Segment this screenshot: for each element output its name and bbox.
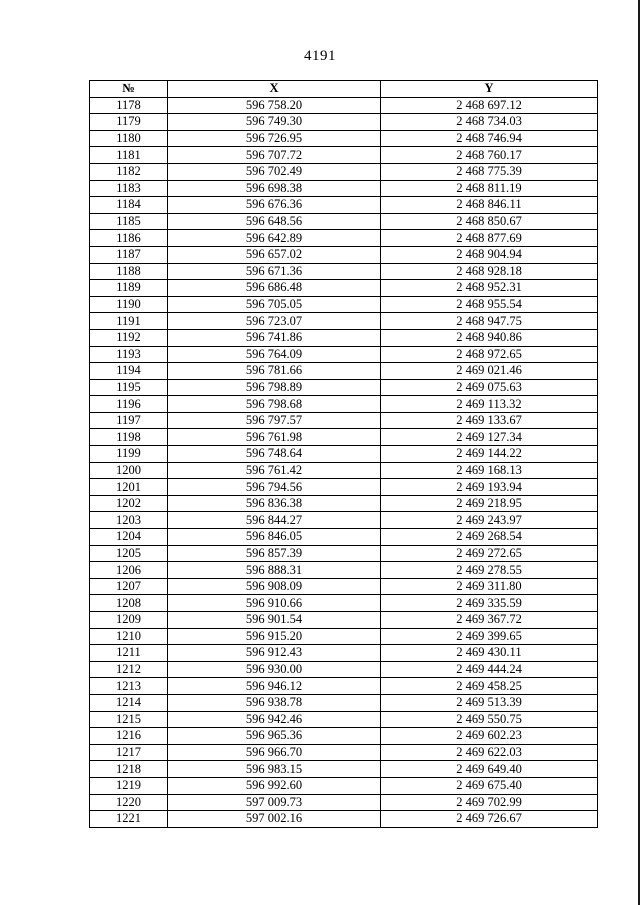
cell-x: 596 888.31 (168, 562, 381, 579)
cell-y: 2 469 272.65 (381, 545, 598, 562)
table-row (90, 811, 598, 828)
column-header-y: Y (381, 81, 598, 98)
cell-x: 596 930.00 (168, 661, 381, 678)
table-row (90, 230, 598, 247)
cell-y: 2 469 675.40 (381, 777, 598, 794)
cell-y: 2 469 218.95 (381, 495, 598, 512)
cell-number: 1200 (90, 462, 168, 479)
cell-x: 596 723.07 (168, 313, 381, 330)
cell-y: 2 469 021.46 (381, 363, 598, 380)
cell-number: 1183 (90, 180, 168, 197)
cell-y: 2 469 399.65 (381, 628, 598, 645)
cell-x: 596 676.36 (168, 197, 381, 214)
cell-number: 1220 (90, 794, 168, 811)
table-row (90, 346, 598, 363)
cell-y: 2 468 904.94 (381, 246, 598, 263)
cell-x: 596 844.27 (168, 512, 381, 529)
cell-x: 596 749.30 (168, 114, 381, 131)
cell-y: 2 469 458.25 (381, 678, 598, 695)
cell-x: 596 946.12 (168, 678, 381, 695)
table-row (90, 794, 598, 811)
cell-number: 1189 (90, 280, 168, 297)
table-row (90, 97, 598, 114)
cell-x: 596 758.20 (168, 97, 381, 114)
cell-y: 2 469 649.40 (381, 761, 598, 778)
table-row (90, 246, 598, 263)
table-row (90, 462, 598, 479)
cell-x: 597 009.73 (168, 794, 381, 811)
cell-y: 2 468 760.17 (381, 147, 598, 164)
table-row (90, 329, 598, 346)
cell-x: 596 686.48 (168, 280, 381, 297)
cell-number: 1202 (90, 495, 168, 512)
cell-y: 2 469 133.67 (381, 412, 598, 429)
cell-number: 1199 (90, 446, 168, 463)
cell-y: 2 468 811.19 (381, 180, 598, 197)
cell-number: 1193 (90, 346, 168, 363)
cell-y: 2 469 168.13 (381, 462, 598, 479)
table-row (90, 628, 598, 645)
cell-y: 2 468 947.75 (381, 313, 598, 330)
cell-y: 2 469 075.63 (381, 379, 598, 396)
cell-x: 596 657.02 (168, 246, 381, 263)
cell-x: 596 707.72 (168, 147, 381, 164)
cell-x: 596 648.56 (168, 213, 381, 230)
cell-x: 596 702.49 (168, 163, 381, 180)
table-row (90, 529, 598, 546)
cell-y: 2 469 602.23 (381, 728, 598, 745)
cell-y: 2 469 144.22 (381, 446, 598, 463)
table-row (90, 479, 598, 496)
table-row (90, 645, 598, 662)
cell-number: 1190 (90, 296, 168, 313)
cell-y: 2 468 952.31 (381, 280, 598, 297)
cell-y: 2 468 850.67 (381, 213, 598, 230)
cell-y: 2 469 550.75 (381, 711, 598, 728)
cell-number: 1178 (90, 97, 168, 114)
cell-x: 596 983.15 (168, 761, 381, 778)
cell-x: 596 965.36 (168, 728, 381, 745)
cell-x: 596 915.20 (168, 628, 381, 645)
table-row (90, 180, 598, 197)
cell-number: 1206 (90, 562, 168, 579)
cell-number: 1187 (90, 246, 168, 263)
cell-y: 2 469 243.97 (381, 512, 598, 529)
table-row (90, 495, 598, 512)
cell-x: 596 908.09 (168, 578, 381, 595)
table-row (90, 197, 598, 214)
cell-y: 2 469 430.11 (381, 645, 598, 662)
cell-number: 1185 (90, 213, 168, 230)
cell-y: 2 468 697.12 (381, 97, 598, 114)
cell-y: 2 469 268.54 (381, 529, 598, 546)
table-row (90, 313, 598, 330)
column-header-number: № (90, 81, 168, 98)
coordinates-table (89, 80, 598, 828)
cell-number: 1218 (90, 761, 168, 778)
cell-x: 596 966.70 (168, 744, 381, 761)
table-row (90, 147, 598, 164)
cell-x: 596 764.09 (168, 346, 381, 363)
cell-x: 596 748.64 (168, 446, 381, 463)
cell-x: 596 798.68 (168, 396, 381, 413)
cell-number: 1180 (90, 130, 168, 147)
cell-y: 2 468 877.69 (381, 230, 598, 247)
table-row (90, 130, 598, 147)
cell-x: 596 857.39 (168, 545, 381, 562)
table-header-row (90, 81, 598, 98)
cell-y: 2 469 193.94 (381, 479, 598, 496)
cell-number: 1197 (90, 412, 168, 429)
cell-number: 1181 (90, 147, 168, 164)
table-row (90, 296, 598, 313)
cell-x: 596 797.57 (168, 412, 381, 429)
cell-y: 2 469 311.80 (381, 578, 598, 595)
table-row (90, 363, 598, 380)
cell-number: 1192 (90, 329, 168, 346)
column-header-x: X (168, 81, 381, 98)
cell-x: 596 794.56 (168, 479, 381, 496)
table-row (90, 379, 598, 396)
cell-x: 596 642.89 (168, 230, 381, 247)
cell-number: 1216 (90, 728, 168, 745)
cell-y: 2 468 955.54 (381, 296, 598, 313)
table-row (90, 661, 598, 678)
table-row (90, 446, 598, 463)
table-row (90, 213, 598, 230)
cell-number: 1221 (90, 811, 168, 828)
cell-y: 2 469 702.99 (381, 794, 598, 811)
cell-y: 2 469 278.55 (381, 562, 598, 579)
cell-y: 2 469 444.24 (381, 661, 598, 678)
cell-x: 597 002.16 (168, 811, 381, 828)
cell-y: 2 468 972.65 (381, 346, 598, 363)
cell-number: 1186 (90, 230, 168, 247)
cell-x: 596 726.95 (168, 130, 381, 147)
cell-x: 596 901.54 (168, 612, 381, 629)
cell-y: 2 468 746.94 (381, 130, 598, 147)
cell-x: 596 671.36 (168, 263, 381, 280)
cell-y: 2 469 726.67 (381, 811, 598, 828)
cell-y: 2 468 940.86 (381, 329, 598, 346)
cell-x: 596 761.98 (168, 429, 381, 446)
table-row (90, 512, 598, 529)
cell-x: 596 910.66 (168, 595, 381, 612)
cell-number: 1198 (90, 429, 168, 446)
cell-number: 1203 (90, 512, 168, 529)
cell-number: 1196 (90, 396, 168, 413)
table-row (90, 412, 598, 429)
table-row (90, 545, 598, 562)
cell-number: 1209 (90, 612, 168, 629)
table-body (90, 97, 598, 827)
cell-number: 1219 (90, 777, 168, 794)
cell-y: 2 469 127.34 (381, 429, 598, 446)
cell-x: 596 938.78 (168, 694, 381, 711)
cell-x: 596 698.38 (168, 180, 381, 197)
cell-y: 2 468 928.18 (381, 263, 598, 280)
table-row (90, 744, 598, 761)
cell-y: 2 469 335.59 (381, 595, 598, 612)
cell-x: 596 992.60 (168, 777, 381, 794)
table-row (90, 728, 598, 745)
cell-y: 2 469 113.32 (381, 396, 598, 413)
table-row (90, 263, 598, 280)
cell-x: 596 781.66 (168, 363, 381, 380)
cell-y: 2 469 513.39 (381, 694, 598, 711)
table-row (90, 612, 598, 629)
cell-number: 1212 (90, 661, 168, 678)
table-row (90, 678, 598, 695)
cell-number: 1188 (90, 263, 168, 280)
cell-number: 1215 (90, 711, 168, 728)
cell-x: 596 798.89 (168, 379, 381, 396)
cell-x: 596 912.43 (168, 645, 381, 662)
cell-number: 1214 (90, 694, 168, 711)
cell-number: 1194 (90, 363, 168, 380)
cell-number: 1210 (90, 628, 168, 645)
cell-number: 1184 (90, 197, 168, 214)
table-row (90, 578, 598, 595)
cell-number: 1205 (90, 545, 168, 562)
cell-number: 1191 (90, 313, 168, 330)
cell-number: 1182 (90, 163, 168, 180)
cell-number: 1207 (90, 578, 168, 595)
page-number: 4191 (304, 48, 336, 64)
cell-x: 596 761.42 (168, 462, 381, 479)
cell-x: 596 846.05 (168, 529, 381, 546)
cell-x: 596 836.38 (168, 495, 381, 512)
cell-number: 1208 (90, 595, 168, 612)
table-row (90, 777, 598, 794)
cell-number: 1213 (90, 678, 168, 695)
cell-number: 1211 (90, 645, 168, 662)
table-row (90, 163, 598, 180)
cell-number: 1217 (90, 744, 168, 761)
cell-number: 1195 (90, 379, 168, 396)
table-row (90, 114, 598, 131)
table-row (90, 562, 598, 579)
cell-x: 596 705.05 (168, 296, 381, 313)
cell-number: 1179 (90, 114, 168, 131)
table-row (90, 694, 598, 711)
cell-x: 596 942.46 (168, 711, 381, 728)
table-row (90, 396, 598, 413)
table-row (90, 595, 598, 612)
table-row (90, 711, 598, 728)
cell-number: 1204 (90, 529, 168, 546)
cell-y: 2 469 367.72 (381, 612, 598, 629)
cell-y: 2 468 846.11 (381, 197, 598, 214)
table-row (90, 280, 598, 297)
cell-number: 1201 (90, 479, 168, 496)
cell-x: 596 741.86 (168, 329, 381, 346)
table-row (90, 429, 598, 446)
table-row (90, 761, 598, 778)
cell-y: 2 468 734.03 (381, 114, 598, 131)
cell-y: 2 469 622.03 (381, 744, 598, 761)
cell-y: 2 468 775.39 (381, 163, 598, 180)
